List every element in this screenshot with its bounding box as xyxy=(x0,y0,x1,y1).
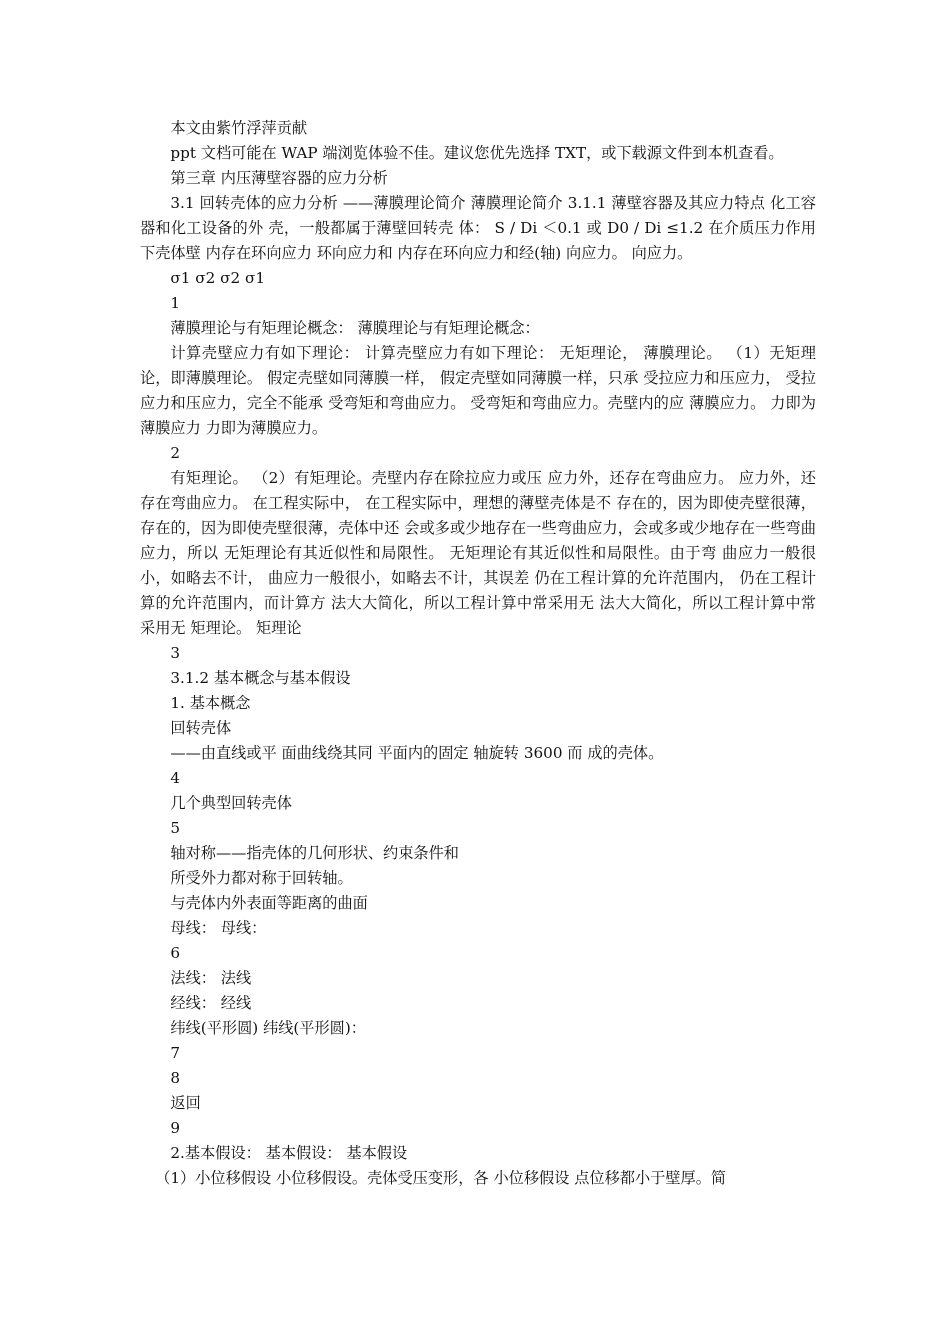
contributor-line: 本文由紫竹浮萍贡献 xyxy=(170,119,308,137)
slide-number-1: 1 xyxy=(170,294,181,312)
parallel-circle-term: 纬线(平形圆) 纬线(平形圆)： xyxy=(170,1019,366,1037)
document-page xyxy=(140,116,816,1191)
slide-number-7: 7 xyxy=(170,1044,181,1062)
rotational-shell-term: 回转壳体 xyxy=(170,719,232,737)
section-3-1-2-heading: 3.1.2 基本概念与基本假设 xyxy=(170,669,351,687)
paragraph-3-1: 3.1 回转壳体的应力分析 ——薄膜理论简介 薄膜理论简介 3.1.1 薄壁容器及其应力特点 化工容器和化工设备的外 壳，一般都属于薄壁回转壳 体： S / Di ＜0.1 或 D0 / Di ≤1.2 在介质压力作用下壳体壁 内存在环向应力 环向应力和 内存在环向应力和经(轴) 向应力。 向应力。 xyxy=(140,194,816,262)
axisymmetric-definition-2: 所受外力都对称于回转轴。 xyxy=(170,869,353,887)
meridian-term: 经线： 经线 xyxy=(170,994,252,1012)
slide-number-5: 5 xyxy=(170,819,181,837)
sigma-labels: σ1 σ2 σ2 σ1 xyxy=(170,269,265,287)
slide-number-9: 9 xyxy=(170,1119,181,1137)
return-text: 返回 xyxy=(170,1094,201,1112)
wap-notice: ppt 文档可能在 WAP 端浏览体验不佳。建议您优先选择 TXT，或下载源文件到本机查看。 xyxy=(170,144,784,162)
rotational-shell-definition: ——由直线或平 面曲线绕其同 平面内的固定 轴旋转 3600 而 成的壳体。 xyxy=(170,744,664,762)
slide-number-2: 2 xyxy=(170,444,181,462)
normal-term: 法线： 法线 xyxy=(170,969,252,987)
typical-shells-heading: 几个典型回转壳体 xyxy=(170,794,292,812)
basic-assumptions-heading: 2.基本假设： 基本假设： 基本假设 xyxy=(170,1144,408,1162)
paragraph-moment-theory: 有矩理论。 （2）有矩理论。壳壁内存在除拉应力或压 应力外，还存在弯曲应力。 应力外，还存在弯曲应力。 在工程实际中， 在工程实际中，理想的薄壁壳体是不 存在的，因为即使壳壁很薄， 存在的，因为即使壳壁很薄，壳体中还 会或多或少地存在一些弯曲应力，会或多或少地存在一些弯曲应力，所以 无矩理论有其近似性和局限性。 无矩理论有其近似性和局限性。由于弯 曲应力一般很小，如略去不计， 曲应力一般很小，如略去不计，其误差 仍在工程计算的允许范围内， 仍在工程计算的允许范围内，而计算方 法大大简化，所以工程计算中常采用无 法大大简化，所以工程计算中常采用无 矩理论。 矩理论 xyxy=(140,469,816,637)
slide-number-8: 8 xyxy=(170,1069,181,1087)
chapter-title: 第三章 内压薄壁容器的应力分析 xyxy=(170,169,388,187)
axisymmetric-definition-1: 轴对称——指壳体的几何形状、约束条件和 xyxy=(170,844,459,862)
slide-number-4: 4 xyxy=(170,769,181,787)
slide-number-6: 6 xyxy=(170,944,181,962)
generatrix-term: 母线： 母线： xyxy=(170,919,267,937)
small-displacement-assumption: （1）小位移假设 小位移假设。壳体受压变形，各 小位移假设 点位移都小于壁厚。简 xyxy=(155,1169,727,1187)
basic-concepts-heading: 1. 基本概念 xyxy=(170,694,251,712)
mid-surface-definition: 与壳体内外表面等距离的曲面 xyxy=(170,894,368,912)
paragraph-membrane-theory: 计算壳壁应力有如下理论： 计算壳壁应力有如下理论： 无矩理论， 薄膜理论。 （1）无矩理论，即薄膜理论。 假定壳壁如同薄膜一样， 假定壳壁如同薄膜一样，只承 受拉应力和压应力， 受拉应力和压应力，完全不能承 受弯矩和弯曲应力。 受弯矩和弯曲应力。壳壁内的应 薄膜应力。 力即为薄膜应力 力即为薄膜应力。 xyxy=(140,344,816,437)
membrane-theory-heading: 薄膜理论与有矩理论概念： 薄膜理论与有矩理论概念： xyxy=(170,319,540,337)
slide-number-3: 3 xyxy=(170,644,181,662)
